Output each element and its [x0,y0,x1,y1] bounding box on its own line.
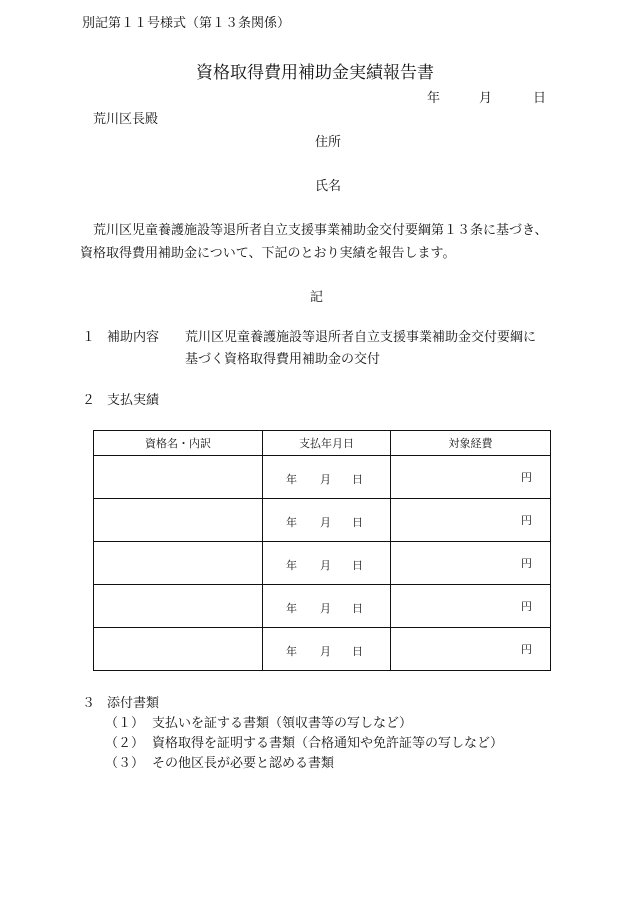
year-label: 年 [286,559,297,572]
header-qualification: 資格名・内訳 [94,431,263,456]
date-day-label: 日 [533,91,547,106]
section-1-line-1: 荒川区児童養護施設等退所者自立支援事業補助金交付要綱に [185,330,537,345]
address-label: 住所 [315,135,342,150]
year-label: 年 [286,602,297,615]
payment-date-cell[interactable] [263,499,391,542]
yen-label: 円 [521,600,532,613]
payment-table [93,430,551,671]
yen-label: 円 [521,514,532,527]
day-label: 日 [352,645,363,658]
table-row [94,542,551,585]
section-3-number: ３ [82,696,96,711]
cost-cell[interactable] [391,628,551,671]
qualification-cell[interactable] [94,585,263,628]
document-title: 資格取得費用補助金実績報告書 [196,63,434,83]
month-label: 月 [320,516,331,529]
year-label: 年 [286,516,297,529]
payment-date-cell[interactable] [263,585,391,628]
qualification-cell[interactable] [94,542,263,585]
table-header-row [94,431,551,456]
month-label: 月 [320,473,331,486]
name-label: 氏名 [315,179,342,194]
attachment-item-3-text: その他区長が必要と認める書類 [152,756,335,771]
attachment-item-1-text: 支払いを証する書類（領収書等の写しなど） [152,716,413,731]
section-1-line-2: 基づく資格取得費用補助金の交付 [185,352,381,367]
section-1-label: 補助内容 [107,330,160,345]
payment-date-cell[interactable] [263,542,391,585]
payment-date-cell[interactable] [263,456,391,499]
yen-label: 円 [521,643,532,656]
date-year-label: 年 [427,91,441,106]
section-2-number: ２ [82,393,96,408]
year-label: 年 [286,473,297,486]
day-label: 日 [352,473,363,486]
table-row [94,499,551,542]
yen-label: 円 [521,471,532,484]
day-label: 日 [352,516,363,529]
table-row [94,585,551,628]
ki-heading: 記 [310,290,324,305]
payment-date-cell[interactable] [263,628,391,671]
yen-label: 円 [521,557,532,570]
day-label: 日 [352,602,363,615]
month-label: 月 [320,602,331,615]
year-label: 年 [286,645,297,658]
header-eligible-cost: 対象経費 [391,431,551,456]
attachment-item-2-text: 資格取得を証明する書類（合格通知や免許証等の写しなど） [152,736,504,751]
qualification-cell[interactable] [94,499,263,542]
attachment-item-1-number: （１） [105,716,145,731]
body-line-1: 荒川区児童養護施設等退所者自立支援事業補助金交付要綱第１３条に基づき、 [93,223,548,238]
cost-cell[interactable] [391,456,551,499]
date-month-label: 月 [479,91,493,106]
section-2-label: 支払実績 [107,393,160,408]
addressee: 荒川区長殿 [93,112,159,127]
cost-cell[interactable] [391,499,551,542]
form-number: 別記第１１号様式（第１３条関係） [82,16,291,31]
header-payment-date: 支払年月日 [263,431,391,456]
cost-cell[interactable] [391,585,551,628]
qualification-cell[interactable] [94,456,263,499]
qualification-cell[interactable] [94,628,263,671]
section-1-number: １ [82,330,96,345]
cost-cell[interactable] [391,542,551,585]
day-label: 日 [352,559,363,572]
month-label: 月 [320,559,331,572]
month-label: 月 [320,645,331,658]
section-3-label: 添付書類 [107,696,160,711]
attachment-item-3-number: （３） [105,756,145,771]
attachment-item-2-number: （２） [105,736,145,751]
table-row [94,628,551,671]
body-line-2: 資格取得費用補助金について、下記のとおり実績を報告します。 [80,246,456,261]
table-row [94,456,551,499]
